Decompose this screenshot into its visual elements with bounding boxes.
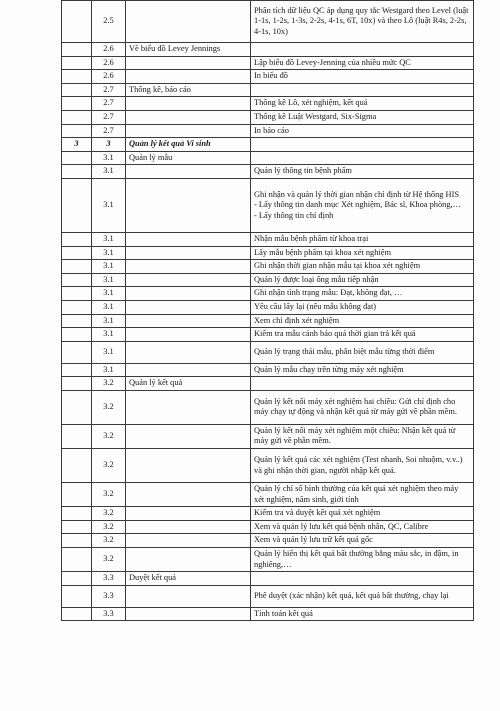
row-index-cell: [62, 110, 92, 124]
table-row: [62, 507, 474, 521]
table-row: [62, 246, 474, 260]
group-title-cell: [126, 97, 251, 111]
table-row: [62, 151, 474, 165]
group-title-cell: [126, 300, 251, 314]
group-title-cell: [126, 363, 251, 377]
requirements-table: [61, 0, 474, 621]
table-row: [62, 424, 474, 448]
description-cell: Thống kê Lô, xét nghiệm, kết quả: [251, 97, 474, 111]
table-row: [62, 43, 474, 57]
description-cell: Quản lý kết quả các xét nghiệm (Test nhanh, Soi nhuộm, v.v..) và ghi nhận thời gian, người nhập kết quả.: [251, 449, 474, 483]
table-row: [62, 56, 474, 70]
item-number-cell: 3.2: [92, 534, 126, 548]
row-index-cell: [62, 390, 92, 424]
description-cell: Quản lý hiển thị kết quả bất thường bằng màu sắc, in đậm, in nghiêng,…: [251, 548, 474, 572]
item-number-cell: 3.3: [92, 585, 126, 607]
item-number-cell: 3.2: [92, 548, 126, 572]
item-number-cell: 3.3: [92, 607, 126, 621]
row-index-cell: [62, 363, 92, 377]
table-row: [62, 287, 474, 301]
item-number-cell: 3.1: [92, 178, 126, 232]
group-title-cell: [126, 246, 251, 260]
table-row: [62, 70, 474, 84]
item-number-cell: 2.6: [92, 43, 126, 57]
table-row: [62, 273, 474, 287]
item-number-cell: 2.7: [92, 124, 126, 138]
description-cell: Nhận mẫu bệnh phẩm từ khoa trại: [251, 232, 474, 246]
row-index-cell: [62, 287, 92, 301]
description-cell: Xem chỉ định xét nghiệm: [251, 314, 474, 328]
item-number-cell: 3.1: [92, 273, 126, 287]
item-number-cell: 3.3: [92, 572, 126, 586]
item-number-cell: 3.1: [92, 287, 126, 301]
row-index-cell: [62, 260, 92, 274]
row-index-cell: [62, 232, 92, 246]
row-index-cell: [62, 449, 92, 483]
item-number-cell: 3.2: [92, 507, 126, 521]
row-index-cell: [62, 124, 92, 138]
description-cell: Xem và quản lý lưu kết quả bệnh nhân, QC, Calibre: [251, 520, 474, 534]
item-number-cell: 3.2: [92, 449, 126, 483]
item-number-cell: 3.1: [92, 300, 126, 314]
group-title-cell: Quản lý kết quả: [126, 377, 251, 391]
table-row: [62, 572, 474, 586]
row-index-cell: 3: [62, 138, 92, 152]
group-title-cell: [126, 124, 251, 138]
group-title-cell: [126, 424, 251, 448]
table-row: [62, 124, 474, 138]
table-row: [62, 300, 474, 314]
description-cell: [251, 138, 474, 152]
description-cell: Xem và quản lý lưu trữ kết quả gốc: [251, 534, 474, 548]
item-number-cell: 3.2: [92, 520, 126, 534]
description-cell: Ghi nhận thời gian nhận mẫu tại khoa xét nghiệm: [251, 260, 474, 274]
group-title-cell: Vẽ biểu đồ Levey Jennings: [126, 43, 251, 57]
item-number-cell: 3.2: [92, 390, 126, 424]
table-row: [62, 83, 474, 97]
group-title-cell: [126, 341, 251, 363]
item-number-cell: 3.1: [92, 151, 126, 165]
group-title-cell: [126, 178, 251, 232]
row-index-cell: [62, 56, 92, 70]
item-number-cell: 2.7: [92, 83, 126, 97]
description-cell: Quản lý chỉ số bình thường của kết quả xét nghiệm theo máy xét nghiệm, năm sinh, giới tính: [251, 483, 474, 507]
table-row: [62, 1, 474, 43]
group-title-cell: [126, 607, 251, 621]
row-index-cell: [62, 341, 92, 363]
item-number-cell: 2.7: [92, 110, 126, 124]
table-row: [62, 390, 474, 424]
description-cell: Ghi nhận tình trạng mẫu: Đạt, không đạt, …: [251, 287, 474, 301]
description-cell: Quản lý thông tin bệnh phẩm: [251, 165, 474, 179]
group-title-cell: [126, 449, 251, 483]
row-index-cell: [62, 585, 92, 607]
description-cell: [251, 83, 474, 97]
table-row: [62, 483, 474, 507]
group-title-cell: [126, 287, 251, 301]
description-cell: Kiểm tra và duyệt kết quả xét nghiệm: [251, 507, 474, 521]
item-number-cell: 3.2: [92, 424, 126, 448]
description-cell: Phân tích dữ liệu QC áp dụng quy tắc Westgard theo Level (luật 1-1s, 1-2s, 1-3s, 2-2s, 4-1s, 6T, 10x) và theo Lô (luật R4s, 2-2s, 4-1s, 10x): [251, 1, 474, 43]
description-cell: [251, 43, 474, 57]
table-row: [62, 138, 474, 152]
description-cell: Quản lý kết nối máy xét nghiệm một chiều: Nhận kết quả từ máy gửi về phần mềm.: [251, 424, 474, 448]
row-index-cell: [62, 328, 92, 342]
description-cell: [251, 151, 474, 165]
description-cell: Ghi nhận và quản lý thời gian nhận chỉ định từ Hệ thống HIS - Lấy thông tin danh mục Xét nghiệm, Bác sĩ, Khoa phòng,… - Lấy thông tin chỉ định: [251, 178, 474, 232]
description-cell: [251, 377, 474, 391]
description-cell: Quản lý trạng thái mẫu, phân biệt mẫu từng thời điểm: [251, 341, 474, 363]
row-index-cell: [62, 1, 92, 43]
table-row: [62, 328, 474, 342]
row-index-cell: [62, 151, 92, 165]
item-number-cell: 3.1: [92, 246, 126, 260]
group-title-cell: [126, 56, 251, 70]
row-index-cell: [62, 246, 92, 260]
table-row: [62, 548, 474, 572]
group-title-cell: [126, 314, 251, 328]
item-number-cell: 3.2: [92, 483, 126, 507]
item-number-cell: 3.1: [92, 260, 126, 274]
group-title-cell: [126, 232, 251, 246]
row-index-cell: [62, 70, 92, 84]
row-index-cell: [62, 97, 92, 111]
table-row: [62, 377, 474, 391]
row-index-cell: [62, 300, 92, 314]
item-number-cell: 3.1: [92, 341, 126, 363]
group-title-cell: Thống kê, báo cáo: [126, 83, 251, 97]
item-number-cell: 2.7: [92, 97, 126, 111]
description-cell: In biểu đồ: [251, 70, 474, 84]
row-index-cell: [62, 507, 92, 521]
table-row: [62, 165, 474, 179]
description-cell: Quản lý được loại ống mẫu tiếp nhận: [251, 273, 474, 287]
item-number-cell: 2.6: [92, 70, 126, 84]
group-title-cell: [126, 1, 251, 43]
table-row: [62, 314, 474, 328]
table-row: [62, 260, 474, 274]
group-title-cell: [126, 165, 251, 179]
row-index-cell: [62, 548, 92, 572]
row-index-cell: [62, 314, 92, 328]
group-title-cell: [126, 110, 251, 124]
item-number-cell: 2.6: [92, 56, 126, 70]
row-index-cell: [62, 572, 92, 586]
description-cell: Yêu cầu lấy lại (nếu mẫu không đạt): [251, 300, 474, 314]
row-index-cell: [62, 520, 92, 534]
description-cell: Tính toán kết quả: [251, 607, 474, 621]
table-row: [62, 341, 474, 363]
group-title-cell: [126, 273, 251, 287]
group-title-cell: [126, 520, 251, 534]
row-index-cell: [62, 483, 92, 507]
item-number-cell: 3.1: [92, 328, 126, 342]
description-cell: Phê duyệt (xác nhận) kết quả, kết quả bất thường, chạy lại: [251, 585, 474, 607]
table-row: [62, 232, 474, 246]
item-number-cell: 3.2: [92, 377, 126, 391]
group-title-cell: Quản lý mẫu: [126, 151, 251, 165]
table-row: [62, 585, 474, 607]
item-number-cell: 3: [92, 138, 126, 152]
item-number-cell: 3.1: [92, 165, 126, 179]
group-title-cell: [126, 390, 251, 424]
group-title-cell: [126, 548, 251, 572]
group-title-cell: [126, 534, 251, 548]
group-title-cell: [126, 260, 251, 274]
description-cell: Lấy mẫu bệnh phẩm tại khoa xét nghiệm: [251, 246, 474, 260]
row-index-cell: [62, 273, 92, 287]
group-title-cell: [126, 70, 251, 84]
row-index-cell: [62, 165, 92, 179]
row-index-cell: [62, 178, 92, 232]
table-row: [62, 363, 474, 377]
group-title-cell: [126, 585, 251, 607]
table-row: [62, 97, 474, 111]
item-number-cell: 3.1: [92, 363, 126, 377]
description-cell: Lập biểu đồ Levey-Jenning của nhiều mức QC: [251, 56, 474, 70]
table-row: [62, 607, 474, 621]
item-number-cell: 2.5: [92, 1, 126, 43]
item-number-cell: 3.1: [92, 314, 126, 328]
description-cell: Quản lý kết nối máy xét nghiệm hai chiều: Gửi chỉ định cho máy chạy tự động và nhận kết quả từ máy gửi về phần mềm.: [251, 390, 474, 424]
row-index-cell: [62, 424, 92, 448]
description-cell: Quản lý mẫu chạy trên từng máy xét nghiệm: [251, 363, 474, 377]
group-title-cell: [126, 507, 251, 521]
table-row: [62, 178, 474, 232]
table-row: [62, 520, 474, 534]
table-row: [62, 449, 474, 483]
table-row: [62, 534, 474, 548]
group-title-cell: Duyệt kết quả: [126, 572, 251, 586]
group-title-cell: Quản lý kết quả Vi sinh: [126, 138, 251, 152]
row-index-cell: [62, 83, 92, 97]
group-title-cell: [126, 483, 251, 507]
item-number-cell: 3.1: [92, 232, 126, 246]
description-cell: [251, 572, 474, 586]
row-index-cell: [62, 43, 92, 57]
row-index-cell: [62, 534, 92, 548]
group-title-cell: [126, 328, 251, 342]
description-cell: Kiểm tra mẫu cảnh báo quá thời gian trả kết quả: [251, 328, 474, 342]
row-index-cell: [62, 607, 92, 621]
description-cell: Thống kê Luật Westgard, Six-Sigma: [251, 110, 474, 124]
description-cell: In báo cáo: [251, 124, 474, 138]
row-index-cell: [62, 377, 92, 391]
table-row: [62, 110, 474, 124]
